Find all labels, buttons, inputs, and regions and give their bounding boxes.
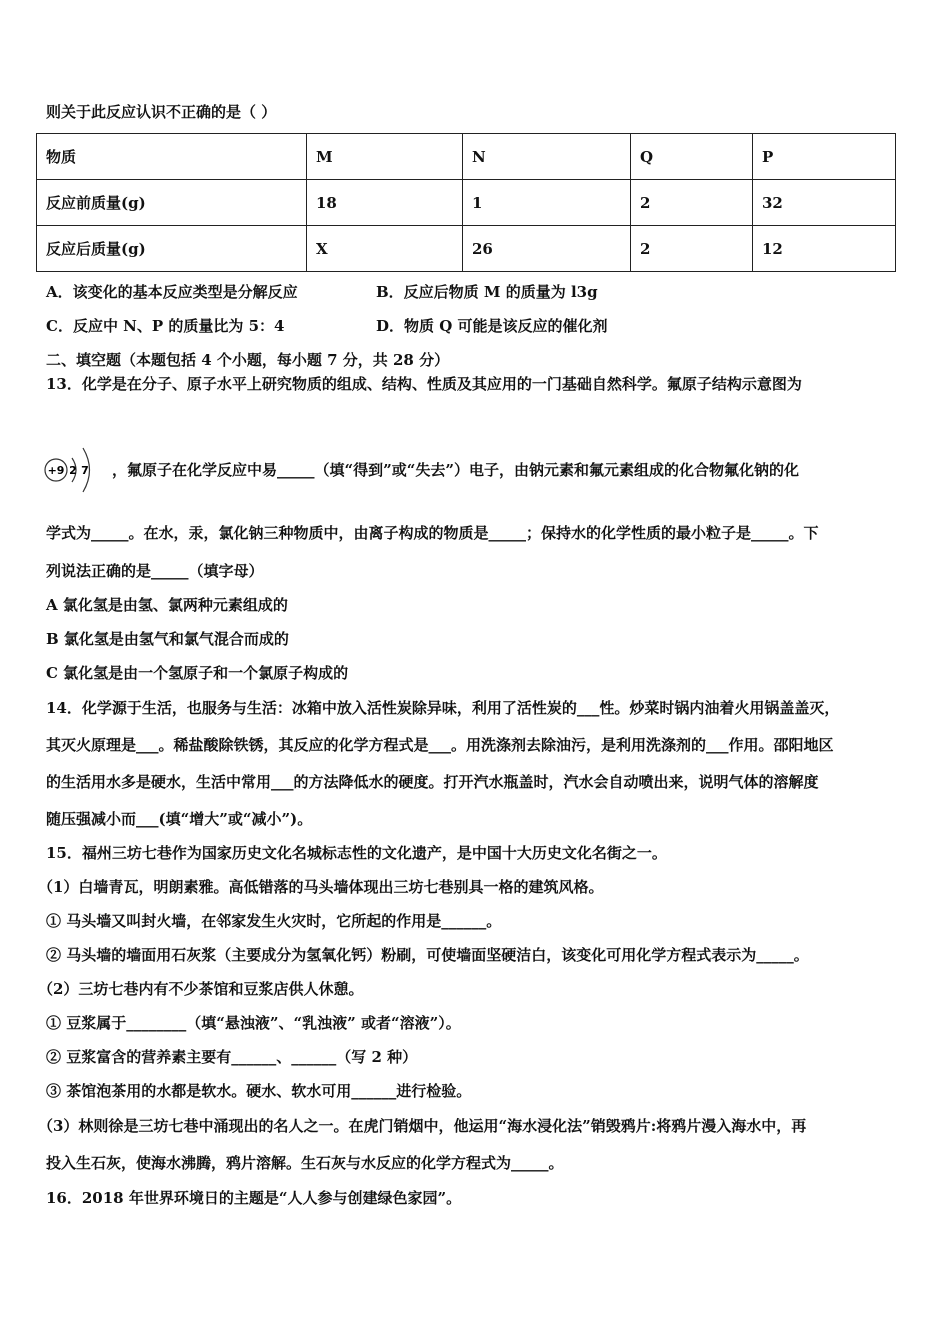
q15-part1-b: ② 马头墙的墙面用石灰浆（主要成分为氢氧化钙）粉刷，可使墙面坚硬洁白，该变化可用化学方程式表示为_____。 [46,946,809,964]
q14-line3: 的生活用水多是硬水，生活中常用___的方法降低水的硬度。打开汽水瓶盖时，汽水会自动喷出来，说明气体的溶解度 [46,773,819,791]
fluorine-atom-diagram [42,438,104,502]
table-cell: 26 [463,226,631,272]
table-cell: 反应后质量(g) [37,226,307,272]
table-row [37,226,896,272]
q13-line3: 学式为_____。在水，汞，氯化钠三种物质中，由离子构成的物质是_____；保持水的化学性质的最小粒子是_____。下 [46,524,819,542]
q13-option-a: A 氯化氢是由氢、氯两种元素组成的 [46,596,288,614]
q15-part2-b: ② 豆浆富含的营养素主要有______、______（写 2 种） [46,1048,418,1066]
q15-part1-a: ① 马头墙又叫封火墙，在邻家发生火灾时，它所起的作用是______。 [46,912,502,930]
section-heading: 二、填空题（本题包括 4 个小题，每小题 7 分，共 28 分） [46,351,450,369]
table-header-cell: N [463,134,631,180]
table-header-cell: P [753,134,896,180]
table-header-cell: 物质 [37,134,307,180]
table-header-row [37,134,896,180]
q14-line4: 随压强减小而___(填“增大”或“减小”)。 [46,810,313,828]
q15-part3-b: 投入生石灰，使海水沸腾，鸦片溶解。生石灰与水反应的化学方程式为_____。 [46,1154,564,1172]
table-header-cell: Q [631,134,753,180]
q13-option-b: B 氯化氢是由氢气和氯气混合而成的 [46,630,289,648]
table-cell: 2 [631,180,753,226]
table-cell: 12 [753,226,896,272]
table-cell: 2 [631,226,753,272]
table-cell: 1 [463,180,631,226]
table-row [37,180,896,226]
nucleus-charge: +9 [47,464,65,477]
option-c: C．反应中 N、P 的质量比为 5：4 [46,317,285,335]
mass-data-table [36,133,896,272]
q13-line1: 13．化学是在分子、原子水平上研究物质的组成、结构、性质及其应用的一门基础自然科学。氟原子结构示意图为 [46,375,802,393]
table-cell: 18 [307,180,463,226]
q15-part2: （2）三坊七巷内有不少茶馆和豆浆店供人休憩。 [38,980,364,998]
q16-line1: 16．2018 年世界环境日的主题是“人人参与创建绿色家园”。 [46,1189,462,1207]
shell1-electrons: 2 [69,464,77,477]
q13-line2: ，氟原子在化学反应中易_____（填“得到”或“失去”）电子，由钠元素和氟元素组成的化合物氟化钠的化 [112,461,800,479]
q14-line1: 14．化学源于生活，也服务与生活：冰箱中放入活性炭除异味，利用了活性炭的___性。炒菜时锅内油着火用锅盖盖灭， [46,699,840,717]
q13-option-c: C 氯化氢是由一个氢原子和一个氯原子构成的 [46,664,349,682]
q15-part1: （1）白墙青瓦，明朗素雅。高低错落的马头墙体现出三坊七巷别具一格的建筑风格。 [38,878,604,896]
q15-line1: 15．福州三坊七巷作为国家历史文化名城标志性的文化遗产，是中国十大历史文化名街之一。 [46,844,667,862]
table-cell: 32 [753,180,896,226]
table-cell: 反应前质量(g) [37,180,307,226]
option-a: A．该变化的基本反应类型是分解反应 [46,283,298,301]
table-header-cell: M [307,134,463,180]
option-d: D．物质 Q 可能是该反应的催化剂 [376,317,608,335]
shell2-electrons: 7 [81,464,89,477]
question-intro: 则关于此反应认识不正确的是（ ） [46,103,277,121]
q13-line4: 列说法正确的是_____（填字母） [46,562,264,580]
q15-part2-a: ① 豆浆属于________（填“悬浊液”、“乳浊液” 或者“溶液”）。 [46,1014,461,1032]
q14-line2: 其灭火原理是___。稀盐酸除铁锈，其反应的化学方程式是___。用洗涤剂去除油污，是利用洗涤剂的___作用。邵阳地区 [46,736,834,754]
q15-part3: （3）林则徐是三坊七巷中涌现出的名人之一。在虎门销烟中，他运用“海水浸化法”销毁鸦片:将鸦片漫入海水中，再 [38,1117,807,1135]
option-b: B．反应后物质 M 的质量为 l3g [376,283,598,301]
q15-part2-c: ③ 茶馆泡茶用的水都是软水。硬水、软水可用______进行检验。 [46,1082,472,1100]
table-cell: X [307,226,463,272]
